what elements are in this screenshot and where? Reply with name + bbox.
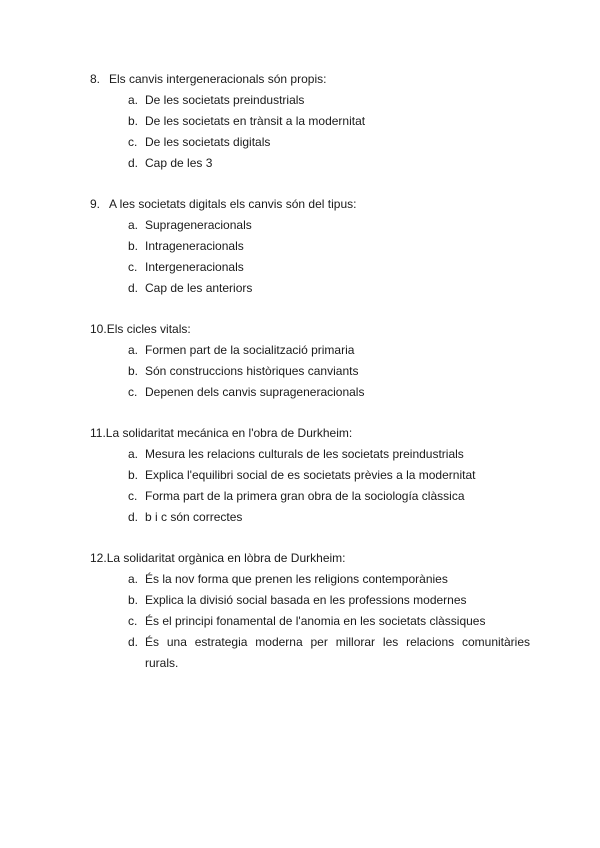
question-9 <box>90 194 530 299</box>
option-d <box>128 278 530 299</box>
options-list <box>90 444 530 528</box>
option-letter: a. <box>128 572 139 586</box>
option-b <box>128 111 530 132</box>
question-12 <box>90 548 530 674</box>
option-c <box>128 132 530 153</box>
option-text: Intergeneracionals <box>145 260 244 274</box>
question-number: 12. <box>90 551 107 565</box>
option-text: Explica l'equilibri social de es societats prèvies a la modernitat <box>145 468 476 482</box>
option-letter: c. <box>128 614 138 628</box>
option-a <box>128 569 530 590</box>
option-letter: b. <box>128 239 139 253</box>
question-text: La solidaritat mecánica en l'obra de Durkheim: <box>105 426 353 440</box>
option-text: És el principi fonamental de l'anomia en les societats clàssiques <box>145 614 486 628</box>
option-letter: d. <box>128 510 139 524</box>
option-text: b i c són correctes <box>145 510 243 524</box>
option-text: De les societats preindustrials <box>145 93 305 107</box>
option-b <box>128 465 530 486</box>
option-c <box>128 257 530 278</box>
option-d <box>128 632 530 674</box>
option-d <box>128 153 530 174</box>
option-text: Mesura les relacions culturals de les societats preindustrials <box>145 447 464 461</box>
option-letter: a. <box>128 343 139 357</box>
option-letter: b. <box>128 593 139 607</box>
option-letter: c. <box>128 260 138 274</box>
question-number: 10. <box>90 322 107 336</box>
option-text: Explica la divisió social basada en les professions modernes <box>145 593 467 607</box>
question-number: 8. <box>90 72 101 86</box>
option-letter: c. <box>128 385 138 399</box>
option-text: És la nov forma que prenen les religions contemporànies <box>145 572 448 586</box>
option-text: Cap de les 3 <box>145 156 213 170</box>
option-b <box>128 236 530 257</box>
option-a <box>128 215 530 236</box>
question-text: Els cicles vitals: <box>106 322 191 336</box>
option-d <box>128 507 530 528</box>
option-text: De les societats digitals <box>145 135 271 149</box>
options-list <box>90 90 530 174</box>
question-header <box>90 423 530 444</box>
option-letter: c. <box>128 489 138 503</box>
option-letter: b. <box>128 364 139 378</box>
option-b <box>128 361 530 382</box>
question-header <box>90 319 530 340</box>
option-c <box>128 611 530 632</box>
question-text: La solidaritat orgànica en lòbra de Durkheim: <box>106 551 346 565</box>
option-a <box>128 90 530 111</box>
option-letter: a. <box>128 93 139 107</box>
option-a <box>128 340 530 361</box>
option-text: Depenen dels canvis suprageneracionals <box>145 385 365 399</box>
question-header <box>90 548 530 569</box>
option-letter: b. <box>128 114 139 128</box>
option-letter: c. <box>128 135 138 149</box>
question-10 <box>90 319 530 403</box>
option-c <box>128 486 530 507</box>
option-c <box>128 382 530 403</box>
option-letter: d. <box>128 281 139 295</box>
option-b <box>128 590 530 611</box>
option-letter: b. <box>128 468 139 482</box>
question-number: 11. <box>90 426 106 440</box>
question-text: Els canvis intergeneracionals són propis: <box>109 72 327 86</box>
options-list <box>90 569 530 674</box>
option-text: Formen part de la socialització primaria <box>145 343 355 357</box>
option-letter: a. <box>128 447 139 461</box>
option-text: Forma part de la primera gran obra de la sociología clàssica <box>145 489 465 503</box>
question-header <box>90 69 530 90</box>
question-number: 9. <box>90 197 101 211</box>
option-a <box>128 444 530 465</box>
options-list <box>90 340 530 403</box>
option-letter: d. <box>128 156 139 170</box>
question-text: A les societats digitals els canvis són del tipus: <box>109 197 357 211</box>
option-text: Cap de les anteriors <box>145 281 253 295</box>
question-8 <box>90 69 530 174</box>
option-text: Són construccions històriques canviants <box>145 364 359 378</box>
question-header <box>90 194 530 215</box>
option-text: És una estrategia moderna per millorar les relacions comunitàries rurals. <box>145 635 530 670</box>
question-11 <box>90 423 530 528</box>
option-text: De les societats en trànsit a la modernitat <box>145 114 366 128</box>
option-text: Suprageneracionals <box>145 218 252 232</box>
option-letter: d. <box>128 635 139 649</box>
options-list <box>90 215 530 299</box>
option-text: Intrageneracionals <box>145 239 244 253</box>
option-letter: a. <box>128 218 139 232</box>
